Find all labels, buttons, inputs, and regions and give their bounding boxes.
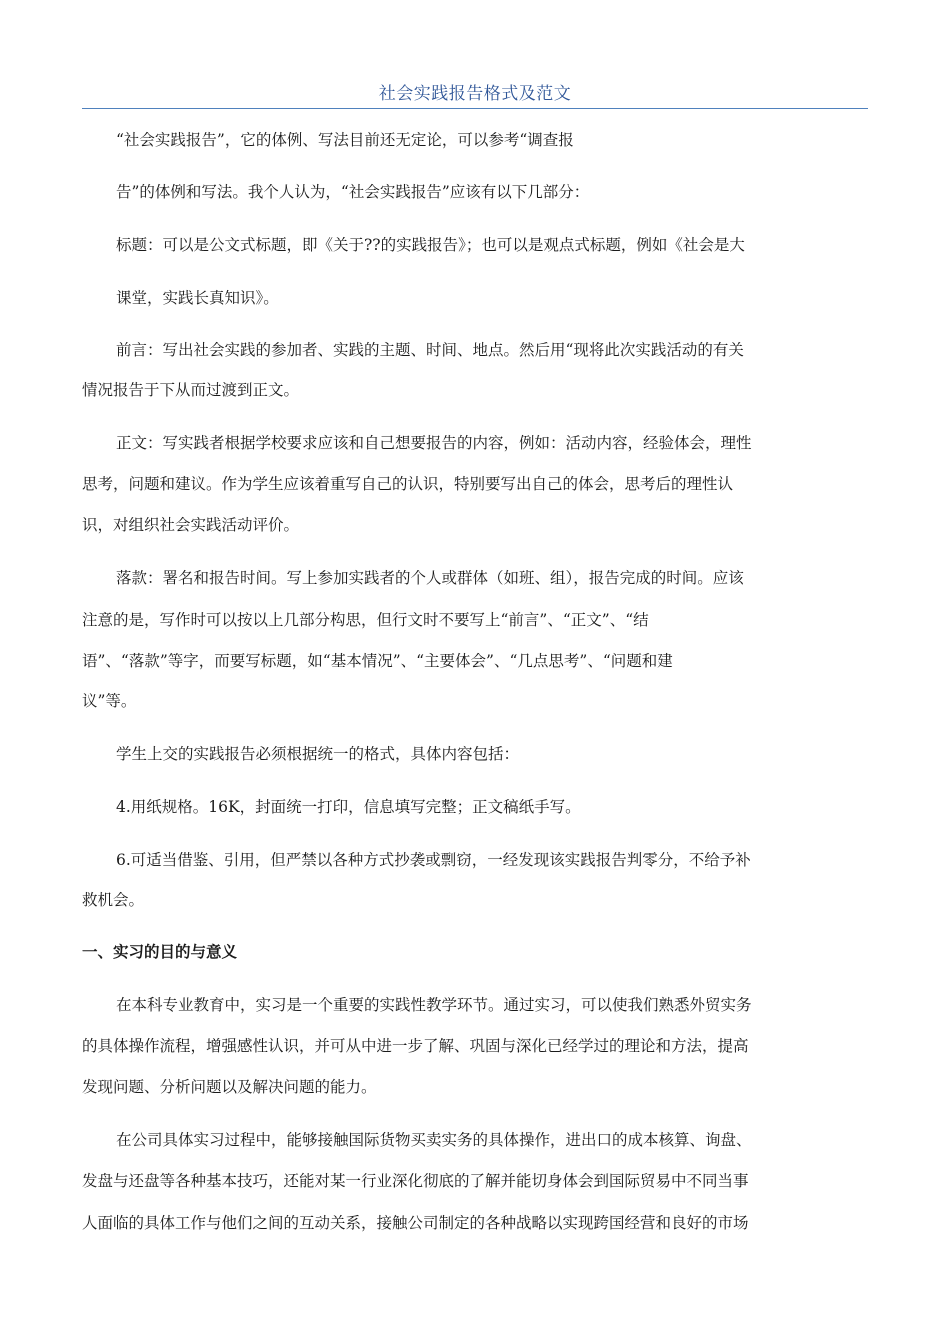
paragraph-line: 注意的是，写作时可以按以上几部分构思，但行文时不要写上“前言”、“正文”、“结 xyxy=(82,611,649,629)
paragraph-line: 落款：署名和报告时间。写上参加实践者的个人或群体（如班、组），报告完成的时间。应该 xyxy=(116,569,744,587)
paragraph-line: 4.用纸规格。16K，封面统一打印，信息填写完整；正文稿纸手写。 xyxy=(116,798,581,816)
section-heading: 一、实习的目的与意义 xyxy=(82,943,238,961)
paragraph-line: 在公司具体实习过程中，能够接触国际货物买卖实务的具体操作，进出口的成本核算、询盘、 xyxy=(116,1131,752,1149)
paragraph-line: 告”的体例和写法。我个人认为，“社会实践报告”应该有以下几部分： xyxy=(116,183,590,201)
paragraph-line: 学生上交的实践报告必须根据统一的格式，具体内容包括： xyxy=(116,745,520,763)
paragraph-line: “社会实践报告”，它的体例、写法目前还无定论，可以参考“调查报 xyxy=(116,131,574,149)
document-title: 社会实践报告格式及范文 xyxy=(378,84,572,104)
paragraph-line: 救机会。 xyxy=(82,891,145,909)
paragraph-line: 语”、“落款”等字，而要写标题，如“基本情况”、“主要体会”、“几点思考”、“问题和建 xyxy=(82,652,673,670)
paragraph-line: 思考，问题和建议。作为学生应该着重写自己的认识，特别要写出自己的体会，思考后的理性认 xyxy=(82,475,734,493)
paragraph-line: 正文：写实践者根据学校要求应该和自己想要报告的内容，例如：活动内容，经验体会，理性 xyxy=(116,434,752,452)
paragraph-line: 在本科专业教育中，实习是一个重要的实践性教学环节。通过实习，可以使我们熟悉外贸实务 xyxy=(116,996,752,1014)
paragraph-line: 的具体操作流程，增强感性认识，并可从中进一步了解、巩固与深化已经学过的理论和方法，提高 xyxy=(82,1037,749,1055)
paragraph-line: 情况报告于下从而过渡到正文。 xyxy=(82,381,300,399)
paragraph-line: 识，对组织社会实践活动评价。 xyxy=(82,516,300,534)
paragraph-line: 发盘与还盘等各种基本技巧，还能对某一行业深化彻底的了解并能切身体会到国际贸易中不同当事 xyxy=(82,1172,749,1190)
paragraph-line: 议”等。 xyxy=(82,692,137,710)
paragraph-line: 人面临的具体工作与他们之间的互动关系，接触公司制定的各种战略以实现跨国经营和良好的市场 xyxy=(82,1214,749,1232)
page-header xyxy=(82,80,868,109)
paragraph-line: 6.可适当借鉴、引用，但严禁以各种方式抄袭或剽窃，一经发现该实践报告判零分，不给予补 xyxy=(116,851,751,869)
paragraph-line: 课堂，实践长真知识》。 xyxy=(116,289,279,307)
paragraph-line: 前言：写出社会实践的参加者、实践的主题、时间、地点。然后用“现将此次实践活动的有关 xyxy=(116,341,744,359)
paragraph-line: 发现问题、分析问题以及解决问题的能力。 xyxy=(82,1078,377,1096)
paragraph-line: 标题：可以是公文式标题，即《关于??的实践报告》；也可以是观点式标题，例如《社会是大 xyxy=(116,236,745,254)
